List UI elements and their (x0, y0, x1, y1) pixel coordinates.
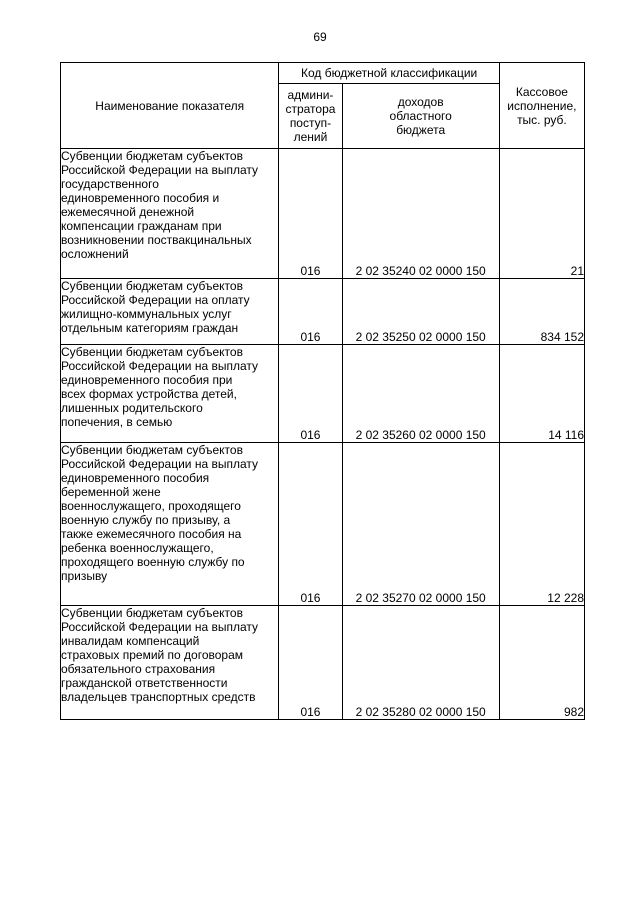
row-name (61, 149, 279, 279)
row-name-line: владельцев транспортных средств (61, 690, 256, 704)
row-revenue-code: 2 02 35240 02 0000 150 (342, 149, 499, 279)
row-name-line: проходящего военную службу по (61, 555, 245, 569)
row-name-line: Российской Федерации на выплату (61, 359, 258, 373)
row-name-line: военную службу по призыву, а (61, 513, 231, 527)
header-admin-line: админи- (287, 88, 334, 102)
row-amount: 21 (499, 149, 584, 279)
row-name-line: Субвенции бюджетам субъектов (61, 149, 243, 163)
row-amount: 14 116 (499, 345, 584, 443)
header-revenue-code (342, 84, 499, 149)
row-name (61, 443, 279, 606)
row-name-line: военнослужащего, проходящего (61, 499, 241, 513)
row-name-line: Субвенции бюджетам субъектов (61, 345, 243, 359)
row-name-line: обязательного страхования (61, 662, 216, 676)
table-row (61, 279, 585, 345)
row-name-line: единовременного пособия (61, 471, 210, 485)
row-name-line: ежемесячной денежной (61, 205, 195, 219)
header-amount (499, 63, 584, 149)
row-name-line: осложнений (61, 247, 129, 261)
row-admin-code: 016 (279, 443, 342, 606)
header-admin-line: лений (293, 130, 328, 144)
header-amount-line: тыс. руб. (517, 112, 567, 127)
row-name-line: лишенных родительского (61, 401, 203, 415)
row-name-line: инвалидам компенсаций (61, 634, 200, 648)
header-code-line: бюджета (396, 123, 446, 137)
header-amount-line: Кассовое (515, 84, 568, 99)
row-revenue-code: 2 02 35260 02 0000 150 (342, 345, 499, 443)
row-name-line: беременной жене (61, 485, 161, 499)
row-name-line: Российской Федерации на оплату (61, 293, 250, 307)
row-name (61, 279, 279, 345)
header-administrator (279, 84, 342, 149)
row-name-line: отдельным категориям граждан (61, 321, 239, 335)
table-row (61, 345, 585, 443)
row-name-line: компенсации гражданам при (61, 219, 222, 233)
header-code-line: доходов (397, 95, 444, 109)
header-code-group: Код бюджетной классификации (279, 63, 499, 84)
row-amount: 12 228 (499, 443, 584, 606)
row-amount: 834 152 (499, 279, 584, 345)
row-name-line: Российской Федерации на выплату (61, 620, 258, 634)
row-admin-code: 016 (279, 345, 342, 443)
row-revenue-code: 2 02 35270 02 0000 150 (342, 443, 499, 606)
row-name-line: Российской Федерации на выплату (61, 457, 258, 471)
budget-table (60, 62, 585, 720)
row-name-line: ребенка военнослужащего, (61, 541, 214, 555)
row-name-line: Субвенции бюджетам субъектов (61, 606, 243, 620)
row-revenue-code: 2 02 35280 02 0000 150 (342, 606, 499, 720)
row-name-line: попечения, в семью (61, 415, 173, 429)
row-admin-code: 016 (279, 149, 342, 279)
header-code-line: областного (389, 109, 452, 123)
table-row (61, 606, 585, 720)
table-row (61, 149, 585, 279)
row-name (61, 345, 279, 443)
row-revenue-code: 2 02 35250 02 0000 150 (342, 279, 499, 345)
header-name: Наименование показателя (61, 63, 279, 149)
row-admin-code: 016 (279, 606, 342, 720)
row-name-line: всех формах устройства детей, (61, 387, 237, 401)
row-name-line: гражданской ответственности (61, 676, 228, 690)
header-amount-line: исполнение, (507, 98, 577, 113)
row-name-line: призыву (61, 569, 108, 583)
row-name-line: также ежемесячного пособия на (61, 527, 242, 541)
row-name (61, 606, 279, 720)
row-name-line: Субвенции бюджетам субъектов (61, 443, 243, 457)
header-admin-line: поступ- (289, 116, 332, 130)
row-name-line: жилищно-коммунальных услуг (61, 307, 232, 321)
header-admin-line: стратора (285, 102, 336, 116)
row-name-line: страховых премий по договорам (61, 648, 244, 662)
row-name-line: Российской Федерации на выплату (61, 163, 258, 177)
row-amount: 982 (499, 606, 584, 720)
row-name-line: единовременного пособия при (61, 373, 233, 387)
row-name-line: возникновении поствакцинальных (61, 233, 252, 247)
table-row (61, 443, 585, 606)
row-admin-code: 016 (279, 279, 342, 345)
row-name-line: государственного (61, 177, 159, 191)
row-name-line: Субвенции бюджетам субъектов (61, 279, 243, 293)
page-number: 69 (313, 30, 327, 44)
row-name-line: единовременного пособия и (61, 191, 220, 205)
